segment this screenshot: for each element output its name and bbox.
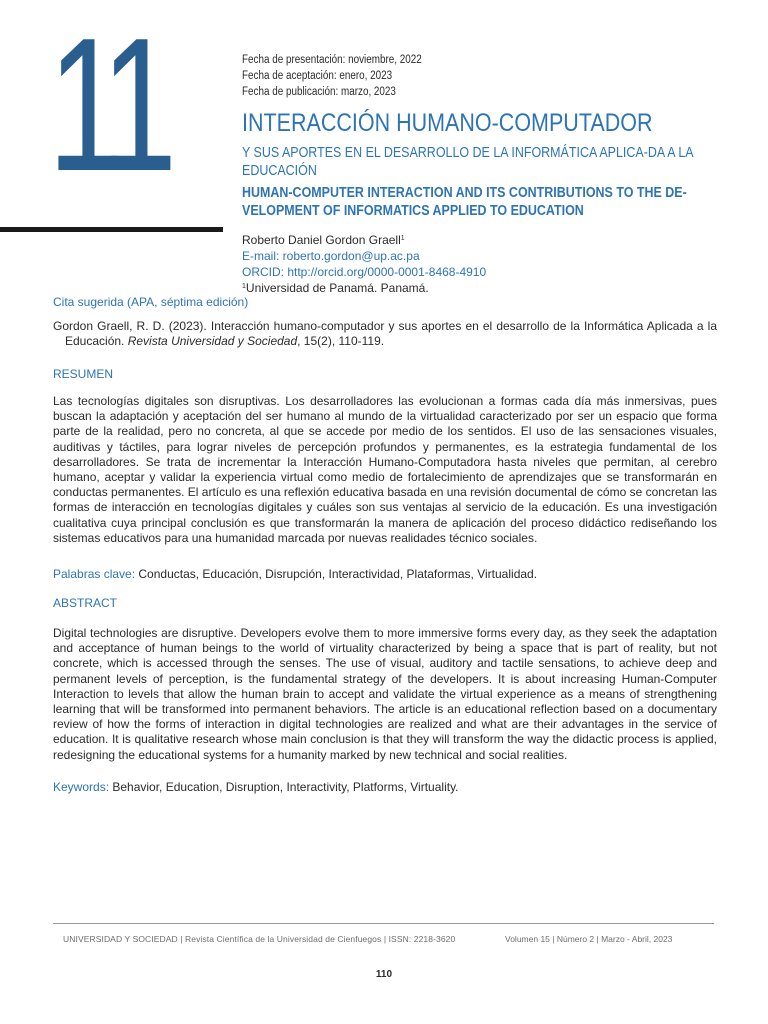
keywords-values: Behavior, Education, Disruption, Interactivity, Platforms, Virtuality. xyxy=(112,780,459,794)
footer-rule xyxy=(53,923,714,924)
chapter-rule xyxy=(0,227,223,232)
affiliation: Universidad de Panamá. Panamá. xyxy=(245,281,429,295)
affiliation-superscript: 1 xyxy=(242,283,246,290)
resumen-text: Las tecnologías digitales son disruptivas. Los desarrolladores las evolucionan a formas cada día más inmersivas, pues buscan la adaptación y aceptación del ser humano al mundo de la virtualidad caracterizado por ser un espacio que forma parte de la realidad, pero no concreta, al que se accede por medio de los sentidos. El uso de las sensaciones visuales, auditivas y táctiles, para lograr niveles de percepción profundos y permanentes, es la estrategia fundamental de los desarrolladores. Se trata de incrementar la Interacción Humano-Computadora hasta niveles que permitan, al cerebro humano, aceptar y validar la experiencia virtual como medio de fortalecimiento de aprendizajes que se transformarán en conductas permanentes. El artículo es una reflexión educativa basada en una revisión documental de cómo se concretan las formas de interacción en tecnologías digitales y cuáles son sus ventajas al servicio de la educación. Es una investigación cualitativa cuya principal conclusión es que transformarán la manera de aplicación del proceso didáctico rediseñando los sistemas educativos para una humanidad marcada por nuevas realidades técnico sociales. xyxy=(53,394,717,545)
abstract-keywords xyxy=(53,780,717,795)
article-title-es: INTERACCIÓN HUMANO-COMPUTADOR xyxy=(242,109,653,137)
email-line xyxy=(242,248,486,264)
date-presentation: Fecha de presentación: noviembre, 2022 xyxy=(242,54,422,66)
orcid-label: ORCID: xyxy=(242,265,288,279)
footer-issue-info: Volumen 15 | Número 2 | Marzo - Abril, 2023 xyxy=(505,934,673,944)
article-dates xyxy=(242,52,422,100)
author-name: Roberto Daniel Gordon Graell xyxy=(242,233,401,247)
citation-text xyxy=(53,319,717,349)
email-link[interactable]: roberto.gordon@up.ac.pa xyxy=(282,249,420,263)
email-label: E-mail: xyxy=(242,249,283,263)
date-acceptance: Fecha de aceptación: enero, 2023 xyxy=(242,70,393,82)
author-superscript: 1 xyxy=(400,235,405,242)
page-number: 110 xyxy=(375,969,393,980)
article-title-en: HUMAN-COMPUTER INTERACTION AND ITS CONTRIBUTIONS TO THE DE-VELOPMENT OF INFORMATICS APPLIED TO EDUCATION xyxy=(242,185,687,219)
article-subtitle-es: Y SUS APORTES EN EL DESARROLLO DE LA INFORMÁTICA APLICA-DA A LA EDUCACIÓN xyxy=(242,145,693,179)
orcid-line xyxy=(242,264,486,280)
abstract-text: Digital technologies are disruptive. Developers evolve them to more immersive forms every day, as they seek the adaptation and acceptance of human beings to the world of virtuality characterized by being a space that is part of reality, but not concrete, which is accessed through the senses. The use of visual, auditory and tactile sensations, to achieve deep and permanent levels of perception, is the fundamental strategy of the developers. It is about increasing Human-Computer Interaction to levels that allow the human brain to accept and validate the virtual experience as a means of strengthening learning that will be transformed into permanent behaviors. The article is an educational reflection based on a documentary review of how the forms of interaction in digital technologies are realized and what are their advantages in the service of education. It is qualitative research whose main conclusion is that they will transform the way the didactic process is applied, redesigning the educational systems for a humanity marked by new technical and social realities. xyxy=(53,626,717,762)
resumen-heading: RESUMEN xyxy=(53,367,114,381)
author-line xyxy=(242,232,486,248)
orcid-link[interactable]: http://orcid.org/0000-0001-8468-4910 xyxy=(287,265,487,279)
palabras-clave-values: Conductas, Educación, Disrupción, Interactividad, Plataformas, Virtualidad. xyxy=(138,567,538,581)
abstract-heading: ABSTRACT xyxy=(53,596,118,610)
date-publication: Fecha de publicación: marzo, 2023 xyxy=(242,86,396,98)
resumen-keywords xyxy=(53,567,717,582)
chapter-number: 11 xyxy=(48,0,165,211)
citation-text-before: Gordon Graell, R. D. (2023). Interacción humano-computador y sus aportes en el desarrollo de la Informática Aplicada a la Educación. xyxy=(53,319,717,349)
citation-label: Cita sugerida (APA, séptima edición) xyxy=(53,295,249,309)
author-block xyxy=(242,232,486,296)
citation-journal: Revista Universidad y Sociedad xyxy=(127,334,298,349)
palabras-clave-label: Palabras clave: xyxy=(53,567,139,581)
keywords-label: Keywords: xyxy=(53,780,113,794)
footer-journal-info: UNIVERSIDAD Y SOCIEDAD | Revista Científica de la Universidad de Cienfuegos | ISSN: 2218-3620 xyxy=(63,934,456,944)
citation-text-after: , 15(2), 110-119. xyxy=(297,334,385,349)
affiliation-line xyxy=(242,280,486,296)
